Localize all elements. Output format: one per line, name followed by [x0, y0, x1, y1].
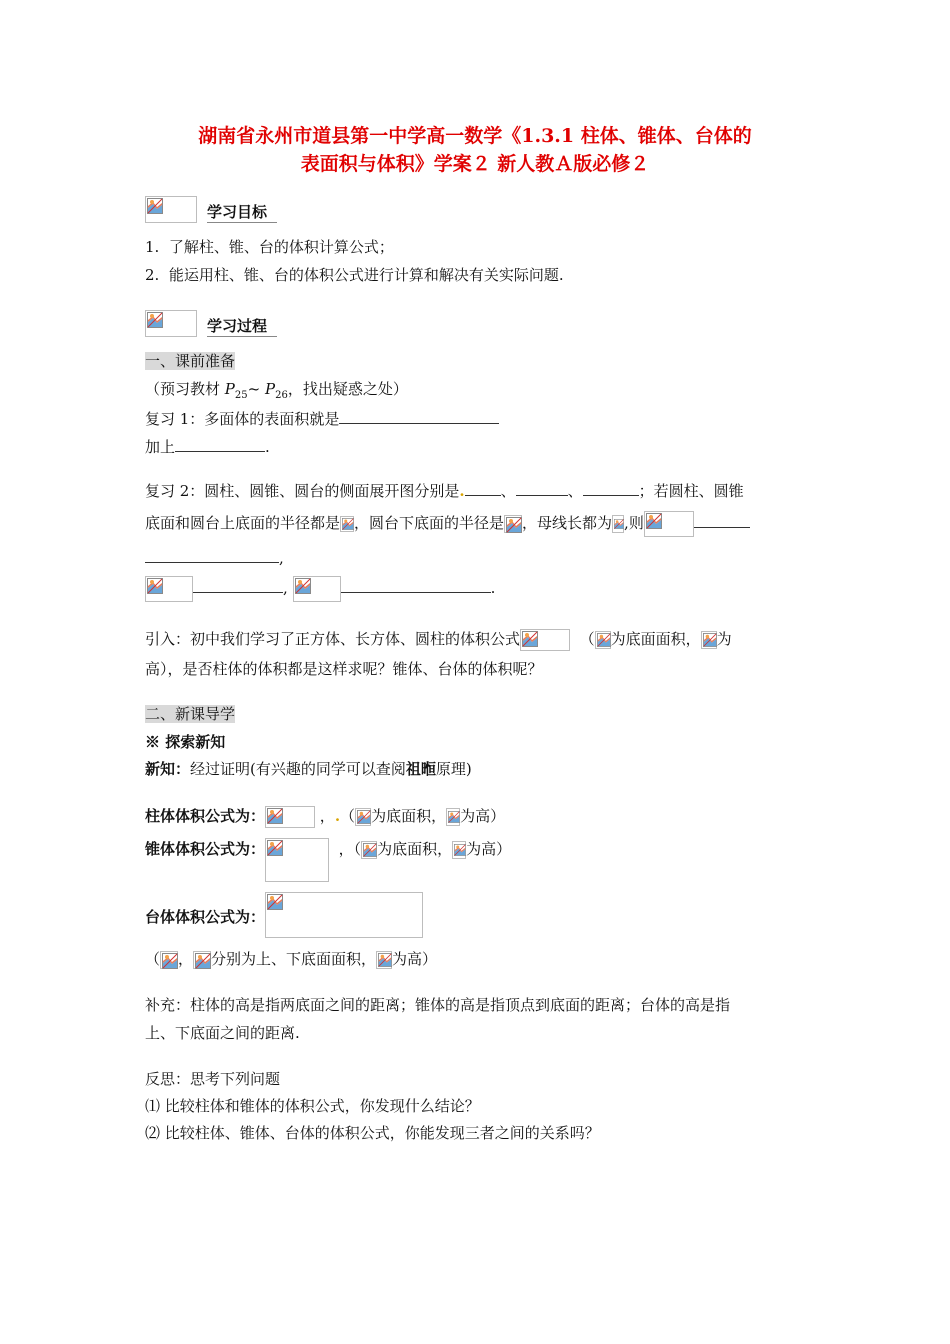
- preview-line: [145, 378, 408, 407]
- review-1-text: 加上: [145, 438, 176, 456]
- formula-image: [340, 516, 354, 532]
- goals-heading: 学习目标: [207, 202, 277, 223]
- formula-image: [355, 808, 371, 826]
- prism-label: 柱体体积公式为：: [145, 807, 266, 825]
- page-var: P: [224, 380, 235, 398]
- review-2-line-d: [145, 576, 495, 602]
- goal-text: 能运用柱、锥、台的体积公式进行计算和解决有关实际问题.: [168, 266, 564, 284]
- goal-item-1: [145, 236, 394, 258]
- review-2-text: ，圆台下底面的半径是: [354, 514, 505, 532]
- intro-text: 为: [716, 630, 732, 648]
- review-2-line-a: [145, 479, 744, 502]
- formula-image: [612, 515, 624, 533]
- frustum-text: 分别为上、下底面面积，: [211, 950, 377, 968]
- intro-line-a: [145, 628, 732, 651]
- new-knowledge-label: 新知：: [145, 760, 191, 778]
- fill-blank[interactable]: [516, 479, 568, 496]
- goal-item-2: [145, 264, 564, 286]
- explore-heading: ※ 探索新知: [145, 733, 226, 751]
- frustum-text: 为高）: [392, 950, 438, 968]
- formula-image: [265, 838, 329, 882]
- formula-image: [293, 576, 341, 602]
- intro-text: 高），是否柱体的体积都是这样求呢？锥体、台体的体积呢？: [145, 660, 543, 678]
- broken-image-icon: [145, 310, 197, 337]
- section-1-heading: [145, 350, 235, 372]
- frustum-text: ，: [178, 950, 194, 968]
- intro-line-b: [145, 658, 543, 680]
- fill-blank[interactable]: [341, 576, 491, 593]
- goals-header: [145, 196, 277, 223]
- supplement-line-2: 上、下底面之间的距离.: [145, 1024, 300, 1042]
- review-2-text: 底面和圆台上底面的半径都是: [145, 514, 341, 532]
- review-1-line-b: [145, 435, 270, 458]
- cone-text: 为高）: [466, 840, 512, 858]
- intro-text: （: [579, 630, 595, 648]
- reflect-heading: 反思：思考下列问题: [145, 1070, 281, 1088]
- fill-blank[interactable]: [694, 511, 750, 528]
- fill-blank[interactable]: [339, 407, 499, 424]
- frustum-label: 台体体积公式为：: [145, 908, 266, 926]
- formula-image: [145, 576, 193, 602]
- review-2-text: ,则: [624, 514, 644, 532]
- marker-dot: .: [459, 482, 465, 500]
- formula-image: [644, 511, 694, 537]
- goal-num: 1.: [145, 238, 160, 256]
- prism-text: 为高）: [460, 807, 506, 825]
- new-knowledge-line: [145, 758, 472, 780]
- frustum-note-line: [145, 948, 437, 970]
- page-sub: 26: [275, 390, 288, 401]
- formula-image: [452, 841, 466, 859]
- prism-text: ，: [319, 807, 335, 825]
- review-2-text: ；若圆柱、圆锥: [638, 482, 744, 500]
- formula-image: [376, 951, 392, 969]
- fill-blank[interactable]: [145, 546, 279, 563]
- fill-blank[interactable]: [583, 479, 639, 496]
- fill-blank[interactable]: [193, 576, 283, 593]
- tilde: ~: [247, 380, 261, 398]
- review-2-text: ，母线长都为: [522, 514, 613, 532]
- fill-blank[interactable]: [465, 479, 501, 496]
- question-1: ⑴ 比较柱体和锥体的体积公式，你发现什么结论？: [145, 1097, 480, 1115]
- comma: ,: [279, 549, 284, 567]
- cone-volume-line: [145, 838, 511, 884]
- formula-image: [265, 892, 423, 938]
- section-2-text: 二、新课导学: [145, 705, 236, 723]
- formula-image: [446, 808, 460, 826]
- intro-text: 为底面面积，: [610, 630, 701, 648]
- section-2-heading: [145, 703, 235, 725]
- formula-image: [520, 629, 570, 651]
- review-1-line-a: [145, 407, 499, 430]
- document-title-line1: 湖南省永州市道县第一中学高一数学《1.3.1 柱体、锥体、台体的: [198, 125, 752, 147]
- formula-image: [595, 631, 611, 649]
- cone-text: ，（: [338, 840, 362, 858]
- intro-text: 引入：初中我们学习了正方体、长方体、圆柱的体积公式: [145, 630, 521, 648]
- prism-volume-line: [145, 805, 505, 828]
- page-sub: 25: [234, 390, 248, 401]
- formula-image: [265, 806, 315, 828]
- broken-image-icon: [145, 196, 197, 223]
- document-title-line2: 表面积与体积》学案２ 新人教Ａ版必修２: [300, 153, 650, 175]
- page-var: P: [264, 380, 276, 398]
- review-2-line-c: [145, 546, 284, 569]
- review-1-text: 复习 1：多面体的表面积就是: [145, 410, 340, 428]
- period: .: [490, 579, 496, 597]
- prism-text: （: [340, 807, 356, 825]
- cone-text: 为底面积，: [377, 840, 453, 858]
- review-2-text: 复习 2：圆柱、圆锥、圆台的侧面展开图分别是: [145, 482, 460, 500]
- section-1-text: 一、课前准备: [145, 352, 236, 370]
- formula-image: [701, 631, 717, 649]
- new-knowledge-text: 原理): [435, 760, 472, 778]
- frustum-volume-line: [145, 892, 423, 940]
- principle-name: 祖暅: [405, 760, 436, 778]
- preview-text: ，找出疑惑之处）: [287, 380, 408, 398]
- goal-text: 了解柱、锥、台的体积计算公式；: [168, 238, 394, 256]
- sep: 、: [567, 482, 583, 500]
- comma: ,: [283, 579, 288, 597]
- formula-image: [361, 841, 377, 859]
- goal-num: 2.: [145, 266, 160, 284]
- formula-image: [160, 951, 178, 969]
- cone-label: 锥体体积公式为：: [145, 840, 266, 858]
- sep: 、: [500, 482, 516, 500]
- process-header: [145, 310, 277, 337]
- new-knowledge-text: 经过证明(有兴趣的同学可以查阅: [190, 760, 406, 778]
- marker-dot: .: [334, 807, 341, 825]
- prism-text: 为底面积，: [371, 807, 447, 825]
- frustum-text: （: [145, 950, 161, 968]
- formula-image: [193, 951, 211, 969]
- process-heading: 学习过程: [207, 316, 277, 337]
- review-2-line-b: [145, 511, 750, 537]
- preview-text: （预习教材: [145, 380, 221, 398]
- supplement-line-1: 补充：柱体的高是指两底面之间的距离；锥体的高是指顶点到底面的距离；台体的高是指: [145, 996, 731, 1014]
- formula-image: [504, 515, 522, 533]
- question-2: ⑵ 比较柱体、锥体、台体的体积公式，你能发现三者之间的关系吗？: [145, 1124, 600, 1142]
- period: .: [265, 438, 270, 456]
- fill-blank[interactable]: [175, 435, 265, 452]
